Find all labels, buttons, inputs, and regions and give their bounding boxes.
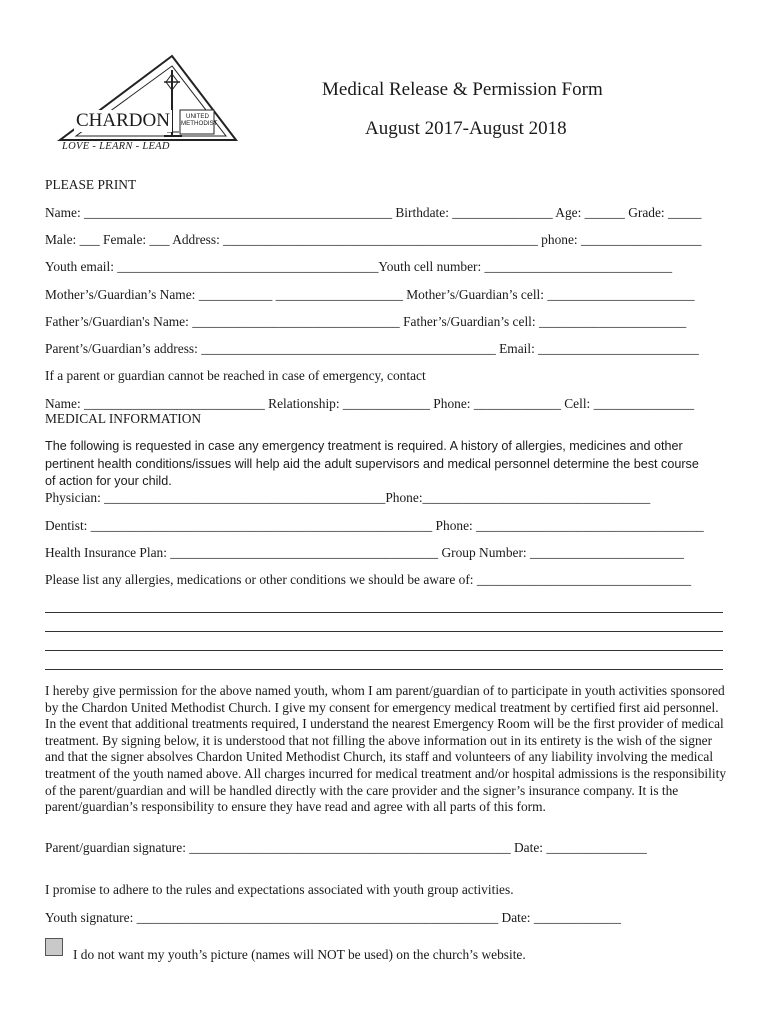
youth-signature-row[interactable]: Youth signature: ______________________________________________________ Date: _____________	[45, 910, 621, 925]
photo-optout-label: I do not want my youth’s picture (names will NOT be used) on the church’s website.	[73, 947, 526, 962]
logo-umc-line2: METHODIST	[181, 120, 218, 127]
church-logo	[44, 52, 244, 162]
medical-intro-line-3: of action for your child.	[45, 474, 172, 488]
gender-address-row[interactable]: Male: ___ Female: ___ Address: _______________________________________________ phone: __________________	[45, 232, 702, 247]
medical-intro-line-2: pertinent health conditions/issues will help aid the adult supervisors and medical personnel determine the best course	[45, 457, 699, 471]
allergies-blank-line-3[interactable]	[45, 650, 723, 651]
medical-info-heading: MEDICAL INFORMATION	[45, 411, 202, 426]
father-guardian-row[interactable]: Father’s/Guardian's Name: _______________________________ Father’s/Guardian’s cell: ______________________	[45, 314, 687, 329]
mother-guardian-row[interactable]: Mother’s/Guardian’s Name: ___________ ___________________ Mother’s/Guardian’s cell: ______________________	[45, 287, 695, 302]
insurance-row[interactable]: Health Insurance Plan: ________________________________________ Group Number: _______________________	[45, 545, 684, 560]
logo-umc-line1: UNITED	[185, 113, 210, 120]
logo-tagline: LOVE - LEARN - LEAD	[62, 141, 170, 152]
form-title: Medical Release & Permission Form	[322, 79, 603, 100]
physician-row[interactable]: Physician: __________________________________________Phone:__________________________________	[45, 490, 651, 505]
form-subtitle: August 2017-August 2018	[365, 118, 567, 139]
youth-promise-text: I promise to adhere to the rules and expectations associated with youth group activities.	[45, 882, 514, 897]
logo-umc-text	[181, 113, 218, 127]
allergies-blank-line-1[interactable]	[45, 612, 723, 613]
triangle-cross-logo-icon	[44, 52, 244, 147]
parent-address-row[interactable]: Parent’s/Guardian’s address: ____________________________________________ Email: ________________________	[45, 341, 699, 356]
dentist-row[interactable]: Dentist: ___________________________________________________ Phone: __________________________________	[45, 518, 704, 533]
permission-paragraph: I hereby give permission for the above named youth, whom I am parent/guardian of to participate in youth activities sponsored by the Chardon United Methodist Church. I give my consent for emergency medical treatment by certified first aid personnel. In the event that additional treatments required, I understand the nearest Emergency Room will be the first provider of medical treatment. By signing below, it is understood that not filling the above information out in its entirety is the wish of the signer and that the signer absolves Chardon United Methodist Church, its staff and volunteers of any liability involving the medical treatment of the youth named above. All charges incurred for medical treatment and/or hospital admissions is the responsibility of the parent/guardian and will be handled directly with the care provider and the signer’s insurance company. It is the parent/guardian’s responsibility to ensure they have read and agree with all parts of this form.	[45, 683, 727, 815]
allergies-blank-line-4[interactable]	[45, 669, 723, 670]
medical-intro-line-1: The following is requested in case any emergency treatment is required. A history of allergies, medicines and other	[45, 439, 683, 453]
allergies-blank-line-2[interactable]	[45, 631, 723, 632]
emergency-intro-text: If a parent or guardian cannot be reached in case of emergency, contact	[45, 368, 426, 383]
photo-optout-checkbox[interactable]	[45, 938, 63, 956]
name-birthdate-row[interactable]: Name: ______________________________________________ Birthdate: _______________ Age: ______ Grade: _____	[45, 205, 702, 220]
please-print-label: PLEASE PRINT	[45, 177, 137, 192]
logo-chardon-text: CHARDON	[76, 110, 170, 131]
emergency-contact-row[interactable]: Name: ___________________________ Relationship: _____________ Phone: _____________ Cell: _______________	[45, 396, 695, 411]
allergies-row[interactable]: Please list any allergies, medications or other conditions we should be aware of: ________________________________	[45, 572, 692, 587]
parent-signature-row[interactable]: Parent/guardian signature: ________________________________________________ Date: _______________	[45, 840, 647, 855]
youth-email-row[interactable]: Youth email: _______________________________________Youth cell number: ____________________________	[45, 259, 673, 274]
